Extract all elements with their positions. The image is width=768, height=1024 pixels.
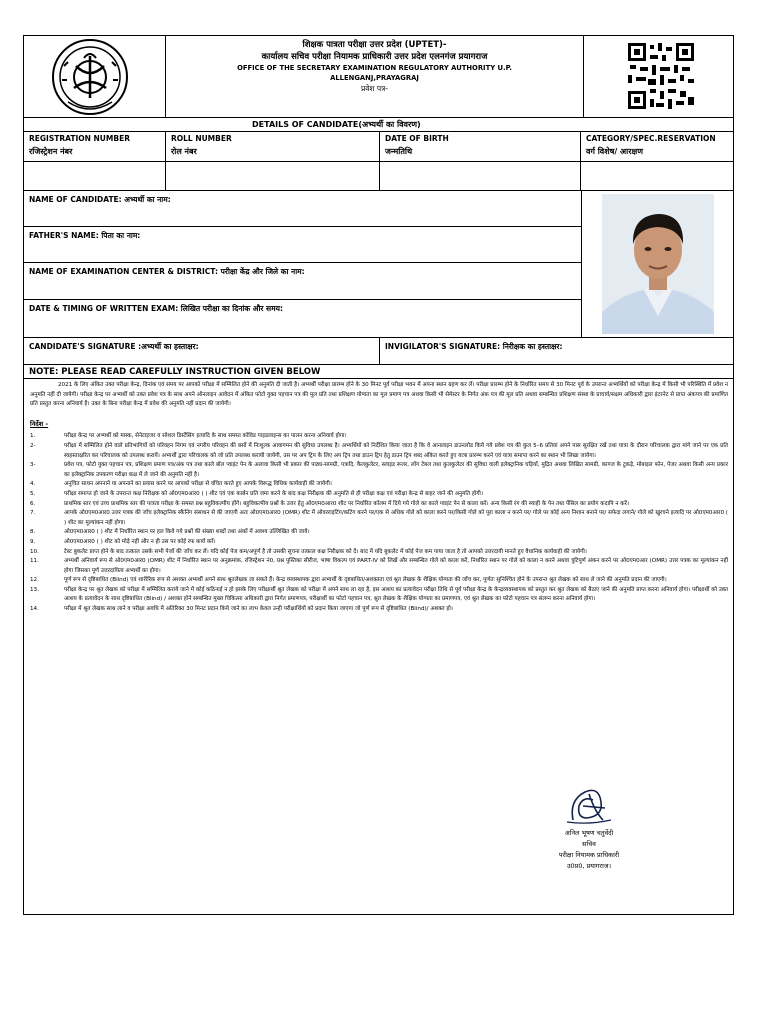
date-of-birth-label: DATE OF BIRTH: [385, 134, 449, 143]
roll-number-label: ROLL NUMBER: [171, 134, 232, 143]
category-label-hindi: वर्ग विशेष/ आरक्षण: [586, 147, 643, 156]
instructions-intro: 2021 के लिए अंकित उक्त परीक्षा केन्द्र, दिनांक एवं समय पर आपको परीक्षा में सम्मिलित होने की अनुमति दी जाती है। अभ्यर्थी परीक्षा प्रारम्भ होने के 30 मिनट पूर्व परीक्षा भवन में अपना स्थान ग्रहण कर लें। परीक्षा प्रारम्भ होने के निर्धारित समय से 30 मिनट पूर्व के उपरान्त अभ्यर्थियों को परीक्षा केन्द्र में किसी भी परिस्थिति में प्रवेश न अनुमति नहीं दी जायेगी। परीक्षा केन्द्र पर अभ्यर्थी को उक्त प्रवेश पत्र के साथ अपने ऑनलाइन आवेदन में अंकित फोटो युक्त पहचान पत्र की मूल प्रति तथा प्रशिक्षण योग्यता का मूल प्रमाण पत्र अथवा किसी भी सेमेस्टर के निर्गत अंक पत्र की मूल प्रति अथवा सम्बन्धित प्रशिक्षण संस्था के प्राचार्य/सक्षम अधिकारी द्वारा इंटरनेट से प्राप्त अंकपत्र की प्रमाणित प्रति प्रस्तुत करना अनिवार्य है। उक्त के बिना परीक्षा केन्द्र में प्रवेश की अनुमति नहीं प्रदान की जायेगी।: [30, 382, 728, 408]
instruction-number: 5.: [30, 490, 36, 497]
note-row: [24, 365, 733, 379]
instruction-item: [30, 528, 728, 538]
father-name-label: FATHER'S NAME: पिता का नाम:: [29, 231, 141, 240]
secretary-signature-icon: [559, 784, 619, 826]
instruction-number: 13.: [30, 586, 39, 593]
instruction-item: [30, 548, 728, 558]
instruction-item: [30, 557, 728, 576]
qr-code-icon: [584, 36, 734, 118]
instructions-list: [30, 432, 728, 614]
instruction-text: टेस्ट बुकलेट प्राप्त होने के बाद तत्काल उसके सभी पेजों की जाँच कर लें। यदि कोई पेज कम/अपूर्ण है तो उसकी सूचना तत्काल कक्ष निरीक्षक को दें। बाद में यदि बुकलेट में कोई पेज कम पाया जाता है तो आपको उत्तरदायी मानते हुए वैधानिक कार्यवाही की जायेगी।: [64, 548, 587, 555]
instruction-text: अनुचित साधन अपनाने या अपनाने का प्रयास करने पर आपको परीक्षा से वंचित करते हुए आपके विरूद्ध विधिक कार्यवाही की जायेगी।: [64, 481, 332, 488]
registration-number-label-hindi: रजिस्ट्रेशन नंबर: [29, 147, 73, 156]
signatory-name: अनिल भूषण चतुर्वेदी: [564, 829, 614, 837]
admit-card-label: प्रवेश पत्र-: [360, 84, 389, 93]
roll-number-value: [166, 162, 380, 190]
invigilator-signature-cell: [380, 338, 733, 364]
instruction-number: 3-: [30, 462, 36, 469]
instruction-item: [30, 490, 728, 500]
up-government-emblem-icon: [24, 36, 166, 118]
instruction-item: [30, 586, 728, 605]
instruction-text: परीक्षा में श्रुत लेखक साथ लाने व परीक्षा अवधि में अतिरिक्त 30 मिनट प्रदान किये जाने का लाभ केवल उन्ही परीक्षार्थियों को प्रदान किया जाएगा जो पूर्ण रूप से दृष्टिबाधित (Blind)/ अशक्त हो।: [64, 606, 453, 613]
category-cell: [581, 132, 733, 161]
instruction-item: [30, 538, 728, 548]
instruction-text: प्राथमिक स्तर एवं उच्च प्राथमिक स्तर की पात्रता परीक्षा के समस्त प्रश्न बहुविकल्पीय होंगे। बहुविकल्पीय प्रश्नों के उत्तर हेतु ओ0एम0आर0 शीट पर निर्धारित कॉलम में दिये गये गोले का काले प्वाइंट पेन से काला करें। अन्य किसी रंग की स्याही के पेन तथा पेंसिल का प्रयोग कदापि न करें।: [64, 500, 629, 507]
father-name-row: [24, 227, 582, 263]
date-of-birth-cell: [380, 132, 581, 161]
signatory-designation: सचिव: [582, 840, 596, 848]
office-name-english: OFFICE OF THE SECRETARY EXAMINATION REGULATORY AUTHORITY U.P.: [237, 64, 512, 72]
candidate-name-label: NAME OF CANDIDATE: अभ्यर्थी का नाम:: [29, 195, 171, 204]
instruction-text: परीक्षा केन्द्र पर श्रुत लेखक को परीक्षा में सम्मिलित कराये जाने में कोई कठिनाई न हो इसके लिए परीक्षार्थी श्रुत लेखक को परीक्षा में अपने साथ ला रहा है, इस आशय का प्रत्यावेदन परीक्षा तिथि से पूर्व परीक्षा केन्द्र के केन्द्रव्यवस्थापक को प्रस्तुत कर श्रुत लेखक को बैठाए जाने की अनुमति प्राप्त करना अनिवार्य होगा। परीक्षार्थी को उक्त आशय के प्रत्यावेदन के साथ दृष्टिबाधित (Blind) / अशक्त होने सम्बन्धित मुख्य चिकित्सा अधिकारी द्वारा निर्गत प्रमाणपत्र, परीक्षार्थी का फोटो पहचान पत्र, श्रुत लेखक के शैक्षिक योग्यता का प्रमाणपत्र, एवं श्रुत लेखक का फोटो पहचान पत्र संलग्न करना अनिवार्य होगा।: [64, 586, 728, 603]
instruction-number: 6.: [30, 500, 36, 507]
candidate-signature-label: CANDIDATE'S SIGNATURE :अभ्यर्थी का हस्ताक्षर:: [29, 342, 199, 351]
office-name-hindi: कार्यालय सचिव परीक्षा नियामक प्राधिकारी उत्तर प्रदेश एलनगंज प्रयागराज: [261, 52, 488, 62]
instruction-text: परीक्षा समाप्त हो जाने के उपरान्त कक्ष निरीक्षक को ओ0एम0आर0 ( ) शीट एवं एक कार्बन प्रति जमा करने के बाद कक्ष निरीक्षक की अनुमति से ही परीक्षा कक्ष एवं परीक्षा केन्द्र से बाहर जाने की अनुमति होगी।: [64, 490, 483, 497]
instruction-number: 8.: [30, 529, 36, 536]
signature-row: [24, 338, 733, 365]
qr-cell: [583, 36, 733, 118]
instruction-item: [30, 442, 728, 461]
candidate-signature-cell: [24, 338, 380, 364]
registration-number-value: [24, 162, 166, 190]
instruction-number: 2-: [30, 442, 36, 449]
instruction-text: अभ्यर्थी अनिवार्य रूप से ओ0एम0आर0 (OMR) शीट में निर्धारित स्थान पर अनुक्रमांक, रजिस्ट्रेशन नं0, प्रश्न पुस्तिका सीरीज, भाषा विकल्प एवं PART-IV को लिखें और सम्बन्धित गोले को काला करें, निर्धारित स्थान पर गोले को काला न करने अथवा त्रुटिपूर्ण अंकन करने पर ओ0एम0आर (OMR) उत्तर पत्रक का मूल्यांकन नहीं होगा जिसका पूर्ण उत्तरदायित्व अभ्यर्थी का होगा।: [64, 558, 728, 574]
instruction-item: [30, 432, 728, 442]
candidate-photo: [602, 194, 714, 334]
exam-center-row: [24, 263, 582, 300]
exam-title: शिक्षक पात्रता परीक्षा उत्तर प्रदेश (UPTET)-: [302, 40, 447, 50]
instruction-text: आपके ओ0एम0आर0 उत्तर पत्रक की जाँच इलेक्ट्रानिक स्कैनिंग संसाधन से की जाएगी अतः ओ0एम0आर0 (OMR) शीट में ओवरराइटिंग/कटिंग करने पर/एक से अधिक गोले को काला करने पर/किसी गोले को पूरा काला न करने पर/ गोले पर कोई अन्य निशान बनाने पर/ सफेदा लगाने/ गोले को खुरचने इत्यादि पर ओ0एम0आर0 ( ) शीट का मूल्यांकन नहीं होगा।: [64, 510, 728, 526]
instruction-item: [30, 605, 728, 615]
signatory-office: परीक्षा नियामक प्राधिकारी: [558, 851, 620, 859]
roll-number-label-hindi: रोल नंबर: [171, 147, 197, 156]
registration-number-cell: [24, 132, 166, 161]
details-label-row: [24, 132, 733, 162]
instruction-item: [30, 461, 728, 480]
office-address: ALLENGANJ,PRAYAGRAJ: [330, 74, 419, 82]
instruction-item: [30, 480, 728, 490]
instruction-item: [30, 500, 728, 510]
instruction-number: 12.: [30, 577, 39, 584]
instructions-heading: निर्देश -: [30, 419, 49, 428]
instruction-number: 1.: [30, 433, 36, 440]
instruction-number: 10.: [30, 548, 39, 555]
instruction-text: ओ0एम0आर0 ( ) शीट को मोड़े नहीं और न ही उस पर कोई रफ कार्य करें।: [64, 538, 216, 545]
instruction-number: 4.: [30, 481, 36, 488]
admit-card-sheet: [23, 35, 734, 915]
signatory-location: उ0प्र0, प्रयागराज।: [566, 862, 612, 870]
roll-number-cell: [166, 132, 380, 161]
category-label: CATEGORY/SPEC.RESERVATION: [586, 134, 716, 143]
instruction-text: पूर्ण रूप से दृष्टिबाधित (Blind) एवं शारीरिक रूप से अशक्त अभ्यर्थी अपने साथ श्रुतलेखक ला सकते हैं। केन्द्र व्यवस्थापक द्वारा अभ्यर्थी के दृष्टबाधित/अशक्तता एवं श्रुत लेखक के शैक्षिक योग्यता की जाँच कर, पूर्णतः सुनिश्चित होने के उपरान्त श्रुत लेखक को साथ ले जाने की अनुमति प्रदान की जाएगी।: [64, 577, 667, 584]
note-heading: NOTE: PLEASE READ CAREFULLY INSTRUCTION GIVEN BELOW: [29, 367, 321, 377]
header-title-block: [166, 36, 583, 118]
registration-number-label: REGISTRATION NUMBER: [29, 134, 130, 143]
exam-datetime-label: DATE & TIMING OF WRITTEN EXAM: लिखित परीक्षा का दिनांक और समय:: [29, 304, 283, 313]
details-section-title: DETAILS OF CANDIDATE(अभ्यर्थी का विवरण): [252, 120, 421, 129]
instruction-text: परीक्षा केन्द्र पर अभ्यर्थी को मास्क, सेनेटाइजर व सोशल डिस्टेंसिंग इत्यादि के साथ समस्त कोविड गाइडलाइन्स का पालन करना अनिवार्य होगा।: [64, 433, 347, 440]
date-of-birth-value: [380, 162, 581, 190]
instruction-number: 14.: [30, 606, 39, 613]
instruction-number: 9.: [30, 538, 36, 545]
instruction-text: प्रवेश पत्र, फोटो युक्त पहचान पत्र, प्रशिक्षण प्रमाण पत्र/अंक पत्र तथा काले बॉल प्वाइंट पेन के अलावा किसी भी प्रकार की पाठ्य-सामग्री, पत्रादि, कैलकुलेटर, स्लाइड रूलर, लॉग टेबल तथा कुलकुलेटर की सुविधा वाली इलेक्ट्रानिक घड़ियाँ, मुद्रित अथवा लिखित सामग्री, कागज के टुकड़े, मोबाइल फोन, पेजर अथवा किसी अन्य प्रकार का इलेक्ट्रानिक उपकरण परीक्षा कक्ष में ले जाने की अनुमति नहीं है।: [64, 462, 728, 478]
details-section-title-row: [24, 118, 733, 132]
date-of-birth-label-hindi: जन्मतिथि: [385, 147, 413, 156]
instruction-item: [30, 576, 728, 586]
instruction-text: परीक्षा में सम्मिलित होने वाले प्रतिभागियों को परिवहन निगम एवं नगरीय परिवहन की बसों में निःशुल्क आवागमन की सुविधा उपलब्ध है। अभ्यर्थियों को निर्देशित किया जाता है कि वे आनलाइन डाउनलोड किये गये प्रवेश पत्र की कुल 5–6 प्रतियां अपने पास सुरक्षित रखें तथा यात्रा के दौरान परिचालक द्वारा मांगे जाने पर एक प्रति स्वहस्ताक्षरित कर परिचालक को उपलब्ध करायें। अभ्यर्थी द्वारा परिचालक को जो प्रति उपलब्ध करायी जायेगी, उस पर अप ट्रिप के लिए अप ट्रिप तथा डाउन ट्रिप हेतु डाउन ट्रिप शब्द अंकित करते हुए यात्रा प्रारम्भ करने एवं यात्रा समाप्त करने का स्थान भी लिखा जायेगा।: [64, 442, 728, 459]
emblem-cell: [24, 36, 166, 118]
instruction-item: [30, 509, 728, 528]
instruction-text: ओ0एम0आर0 ( ) शीट में निर्धारित स्थान पर हल किये गये प्रश्नों की संख्या शब्दों तथा अंकों में अवश्य उल्लिखित की जाये।: [64, 529, 310, 536]
exam-center-label: NAME OF EXAMINATION CENTER & DISTRICT: परीक्षा केंद्र और जिले का नाम:: [29, 267, 305, 276]
signatory-block: [504, 784, 674, 872]
header: [24, 36, 733, 118]
instructions-block: [30, 381, 728, 615]
instruction-number: 7.: [30, 510, 36, 517]
invigilator-signature-label: INVIGILATOR'S SIGNATURE: निरीक्षक का हस्ताक्षर:: [385, 342, 563, 351]
instruction-number: 11.: [30, 558, 39, 565]
details-value-row: [24, 162, 733, 191]
candidate-name-row: [24, 191, 582, 227]
category-value: [581, 162, 733, 190]
candidate-photo-image: [602, 194, 714, 334]
